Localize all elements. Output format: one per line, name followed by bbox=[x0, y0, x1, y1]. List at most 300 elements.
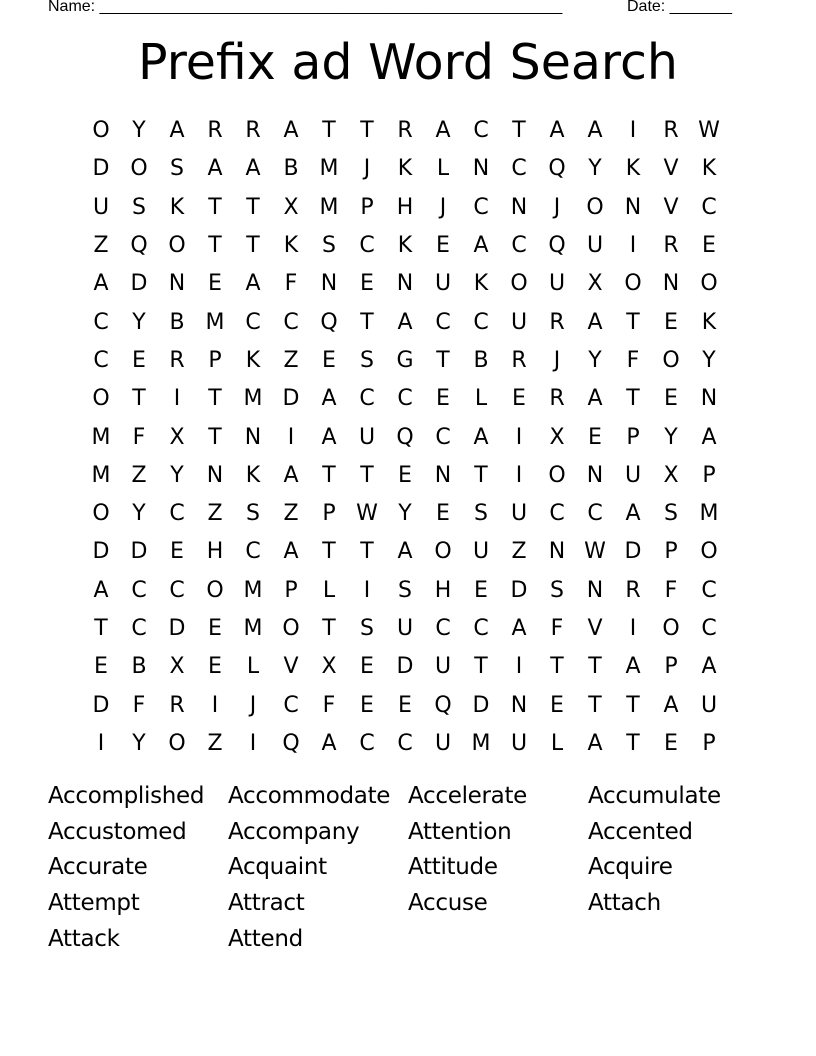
grid-letter: O bbox=[700, 271, 718, 297]
grid-letter: A bbox=[625, 654, 641, 680]
grid-letter: C bbox=[359, 730, 375, 756]
grid-letter: U bbox=[396, 616, 414, 641]
grid-letter: X bbox=[169, 654, 185, 680]
grid-letter: E bbox=[208, 271, 222, 297]
word-list-item: Attitude bbox=[408, 854, 498, 881]
grid-letter: U bbox=[510, 730, 528, 756]
grid-letter: S bbox=[360, 347, 374, 373]
grid-letter: R bbox=[511, 347, 527, 373]
grid-letter: K bbox=[397, 156, 413, 182]
grid-letter: T bbox=[626, 386, 640, 412]
grid-letter: E bbox=[208, 616, 222, 641]
grid-letter: Y bbox=[588, 347, 602, 373]
grid-letter: D bbox=[472, 692, 490, 718]
grid-letter: A bbox=[93, 577, 109, 603]
grid-letter: X bbox=[549, 424, 565, 450]
grid-letter: Q bbox=[548, 156, 566, 182]
grid-letter: X bbox=[663, 462, 679, 488]
word-list-item: Accuse bbox=[408, 890, 488, 917]
word-list-item: Accompany bbox=[228, 818, 360, 845]
grid-letter: A bbox=[283, 539, 299, 565]
grid-letter: C bbox=[359, 233, 375, 259]
grid-letter: O bbox=[282, 616, 300, 641]
grid-letter: M bbox=[319, 194, 339, 220]
word-list-item: Accurate bbox=[48, 854, 148, 881]
grid-row bbox=[82, 495, 728, 533]
grid-letter: S bbox=[550, 577, 564, 603]
grid-letter: C bbox=[131, 577, 147, 603]
grid-letter: A bbox=[511, 616, 527, 641]
grid-letter: E bbox=[436, 233, 450, 259]
grid-letter: E bbox=[436, 386, 450, 412]
grid-letter: W bbox=[698, 118, 720, 144]
grid-letter: C bbox=[169, 577, 185, 603]
grid-letter: F bbox=[626, 347, 640, 373]
grid-letter: M bbox=[91, 424, 111, 450]
grid-letter: R bbox=[549, 309, 565, 335]
grid-letter: F bbox=[284, 271, 298, 297]
grid-letter: U bbox=[700, 692, 718, 718]
grid-letter: O bbox=[548, 462, 566, 488]
grid-letter: T bbox=[626, 309, 640, 335]
grid-letter: I bbox=[363, 577, 371, 603]
grid-letter: F bbox=[550, 616, 564, 641]
grid-letter: E bbox=[398, 692, 412, 718]
grid-letter: U bbox=[624, 462, 642, 488]
grid-letter: I bbox=[249, 730, 257, 756]
grid-letter: A bbox=[283, 118, 299, 144]
grid-letter: R bbox=[169, 347, 185, 373]
grid-letter: A bbox=[397, 309, 413, 335]
grid-letter: P bbox=[702, 462, 716, 488]
grid-letter: A bbox=[587, 730, 603, 756]
word-list-item: Acquire bbox=[588, 854, 673, 881]
grid-letter: Y bbox=[170, 462, 184, 488]
grid-row bbox=[82, 725, 728, 763]
grid-letter: C bbox=[473, 194, 489, 220]
grid-letter: A bbox=[435, 118, 451, 144]
grid-letter: E bbox=[664, 730, 678, 756]
grid-letter: P bbox=[208, 347, 222, 373]
grid-letter: C bbox=[359, 386, 375, 412]
grid-letter: E bbox=[664, 386, 678, 412]
grid-row bbox=[82, 610, 728, 648]
grid-letter: P bbox=[322, 501, 336, 527]
grid-letter: U bbox=[434, 654, 452, 680]
grid-letter: I bbox=[97, 730, 105, 756]
word-list-item: Attack bbox=[48, 925, 120, 952]
grid-letter: N bbox=[586, 462, 604, 488]
grid-row bbox=[82, 533, 728, 571]
word-list-item: Attract bbox=[228, 890, 305, 917]
grid-letter: I bbox=[515, 424, 523, 450]
grid-letter: A bbox=[283, 462, 299, 488]
word-list-item: Attend bbox=[228, 925, 303, 952]
page-title: Prefix ad Word Search bbox=[138, 34, 678, 91]
grid-letter: L bbox=[436, 156, 450, 182]
grid-letter: N bbox=[510, 692, 528, 718]
grid-letter: R bbox=[663, 233, 679, 259]
grid-letter: C bbox=[283, 309, 299, 335]
grid-letter: R bbox=[625, 577, 641, 603]
grid-letter: T bbox=[360, 539, 374, 565]
grid-letter: N bbox=[206, 462, 224, 488]
grid-letter: L bbox=[246, 654, 260, 680]
grid-letter: X bbox=[283, 194, 299, 220]
grid-letter: F bbox=[322, 692, 336, 718]
grid-letter: Z bbox=[207, 730, 223, 756]
grid-letter: L bbox=[550, 730, 564, 756]
grid-letter: T bbox=[474, 462, 488, 488]
grid-letter: A bbox=[701, 424, 717, 450]
grid-letter: P bbox=[664, 539, 678, 565]
grid-letter: C bbox=[435, 309, 451, 335]
grid-letter: A bbox=[625, 501, 641, 527]
grid-row bbox=[82, 303, 728, 341]
grid-letter: D bbox=[396, 654, 414, 680]
grid-letter: S bbox=[322, 233, 336, 259]
grid-letter: Z bbox=[207, 501, 223, 527]
grid-letter: I bbox=[515, 654, 523, 680]
grid-letter: Y bbox=[132, 501, 146, 527]
grid-letter: Z bbox=[283, 501, 299, 527]
grid-letter: O bbox=[206, 577, 224, 603]
grid-letter: C bbox=[397, 386, 413, 412]
word-list-item: Accelerate bbox=[408, 783, 528, 809]
grid-letter: R bbox=[549, 386, 565, 412]
grid-letter: I bbox=[515, 462, 523, 488]
grid-letter: K bbox=[169, 194, 185, 220]
grid-letter: H bbox=[396, 194, 414, 220]
grid-letter: E bbox=[436, 501, 450, 527]
grid-letter: B bbox=[283, 156, 299, 182]
grid-letter: M bbox=[243, 386, 263, 412]
letter-grid bbox=[82, 112, 728, 763]
grid-letter: C bbox=[93, 347, 109, 373]
grid-letter: O bbox=[586, 194, 604, 220]
grid-letter: T bbox=[208, 233, 222, 259]
grid-letter: T bbox=[360, 462, 374, 488]
grid-letter: V bbox=[283, 654, 299, 680]
grid-letter: V bbox=[663, 194, 679, 220]
grid-letter: Q bbox=[282, 730, 300, 756]
grid-letter: M bbox=[243, 577, 263, 603]
grid-row bbox=[82, 648, 728, 686]
grid-letter: E bbox=[170, 539, 184, 565]
grid-letter: G bbox=[396, 347, 414, 373]
grid-letter: T bbox=[208, 194, 222, 220]
grid-letter: C bbox=[435, 616, 451, 641]
grid-letter: U bbox=[434, 271, 452, 297]
grid-letter: R bbox=[397, 118, 413, 144]
grid-letter: A bbox=[473, 233, 489, 259]
grid-letter: M bbox=[699, 501, 719, 527]
grid-letter: S bbox=[246, 501, 260, 527]
grid-letter: C bbox=[283, 692, 299, 718]
word-list-item: Accommodate bbox=[228, 783, 391, 809]
grid-letter: O bbox=[130, 156, 148, 182]
grid-letter: S bbox=[170, 156, 184, 182]
grid-letter: U bbox=[510, 309, 528, 335]
grid-letter: T bbox=[512, 118, 526, 144]
grid-letter: C bbox=[473, 118, 489, 144]
grid-letter: B bbox=[473, 347, 489, 373]
grid-letter: O bbox=[700, 539, 718, 565]
grid-letter: E bbox=[322, 347, 336, 373]
grid-letter: N bbox=[586, 577, 604, 603]
word-list-item: Acquaint bbox=[228, 854, 327, 881]
grid-letter: D bbox=[168, 616, 186, 641]
grid-letter: S bbox=[664, 501, 678, 527]
grid-letter: I bbox=[211, 692, 219, 718]
word-list bbox=[48, 779, 768, 957]
grid-letter: Y bbox=[588, 156, 602, 182]
grid-letter: T bbox=[208, 386, 222, 412]
grid-letter: O bbox=[92, 386, 110, 412]
grid-letter: T bbox=[550, 654, 564, 680]
grid-letter: O bbox=[168, 730, 186, 756]
grid-letter: B bbox=[131, 654, 147, 680]
grid-row bbox=[82, 457, 728, 495]
grid-row bbox=[82, 572, 728, 610]
word-list-item: Attempt bbox=[48, 890, 140, 917]
grid-letter: O bbox=[662, 616, 680, 641]
grid-letter: U bbox=[472, 539, 490, 565]
grid-letter: T bbox=[322, 118, 336, 144]
grid-letter: Y bbox=[132, 118, 146, 144]
grid-letter: E bbox=[360, 271, 374, 297]
header-row bbox=[48, 0, 768, 18]
grid-letter: I bbox=[287, 424, 295, 450]
grid-letter: A bbox=[587, 118, 603, 144]
grid-letter: A bbox=[321, 424, 337, 450]
grid-letter: U bbox=[586, 233, 604, 259]
grid-letter: V bbox=[663, 156, 679, 182]
grid-letter: I bbox=[629, 118, 637, 144]
grid-letter: C bbox=[131, 616, 147, 641]
grid-letter: E bbox=[664, 309, 678, 335]
grid-row bbox=[82, 342, 728, 380]
grid-letter: N bbox=[548, 539, 566, 565]
grid-letter: N bbox=[168, 271, 186, 297]
grid-row bbox=[82, 418, 728, 456]
grid-letter: C bbox=[511, 233, 527, 259]
grid-letter: Q bbox=[130, 233, 148, 259]
grid-letter: L bbox=[474, 386, 488, 412]
grid-letter: T bbox=[322, 616, 336, 641]
grid-letter: N bbox=[434, 462, 452, 488]
grid-row bbox=[82, 189, 728, 227]
grid-letter: O bbox=[434, 539, 452, 565]
grid-letter: E bbox=[702, 233, 716, 259]
grid-letter: C bbox=[701, 194, 717, 220]
grid-letter: O bbox=[662, 347, 680, 373]
grid-letter: T bbox=[588, 654, 602, 680]
grid-letter: C bbox=[245, 539, 261, 565]
grid-letter: S bbox=[360, 616, 374, 641]
grid-letter: E bbox=[474, 577, 488, 603]
grid-letter: A bbox=[245, 156, 261, 182]
grid-letter: C bbox=[245, 309, 261, 335]
grid-letter: R bbox=[207, 118, 223, 144]
grid-letter: I bbox=[629, 616, 637, 641]
grid-letter: E bbox=[360, 692, 374, 718]
grid-letter: C bbox=[511, 156, 527, 182]
date-field-label: Date: _______ bbox=[627, 0, 732, 15]
grid-letter: U bbox=[92, 194, 110, 220]
grid-letter: Q bbox=[396, 424, 414, 450]
grid-letter: B bbox=[169, 309, 185, 335]
grid-letter: P bbox=[626, 424, 640, 450]
grid-letter: S bbox=[132, 194, 146, 220]
grid-letter: T bbox=[246, 194, 260, 220]
grid-letter: T bbox=[322, 539, 336, 565]
grid-letter: Z bbox=[93, 233, 109, 259]
grid-letter: Z bbox=[131, 462, 147, 488]
grid-letter: Z bbox=[511, 539, 527, 565]
grid-letter: T bbox=[322, 462, 336, 488]
grid-letter: C bbox=[435, 424, 451, 450]
grid-letter: D bbox=[92, 156, 110, 182]
grid-letter: R bbox=[169, 692, 185, 718]
grid-letter: P bbox=[702, 730, 716, 756]
grid-letter: D bbox=[130, 539, 148, 565]
grid-row bbox=[82, 112, 728, 150]
grid-letter: E bbox=[94, 654, 108, 680]
grid-letter: V bbox=[587, 616, 603, 641]
grid-letter: D bbox=[92, 539, 110, 565]
grid-letter: O bbox=[92, 118, 110, 144]
grid-letter: A bbox=[549, 118, 565, 144]
grid-letter: A bbox=[701, 654, 717, 680]
grid-letter: X bbox=[169, 424, 185, 450]
grid-letter: N bbox=[662, 271, 680, 297]
grid-letter: T bbox=[626, 692, 640, 718]
grid-letter: T bbox=[246, 233, 260, 259]
grid-letter: H bbox=[434, 577, 452, 603]
word-list-item: Attach bbox=[588, 890, 661, 917]
grid-letter: C bbox=[397, 730, 413, 756]
grid-letter: A bbox=[473, 424, 489, 450]
grid-letter: A bbox=[663, 692, 679, 718]
grid-letter: D bbox=[510, 577, 528, 603]
grid-letter: C bbox=[169, 501, 185, 527]
grid-letter: P bbox=[664, 654, 678, 680]
grid-letter: K bbox=[701, 309, 717, 335]
grid-letter: Q bbox=[320, 309, 338, 335]
grid-letter: T bbox=[360, 309, 374, 335]
grid-letter: A bbox=[207, 156, 223, 182]
grid-letter: S bbox=[474, 501, 488, 527]
grid-letter: K bbox=[397, 233, 413, 259]
grid-letter: K bbox=[283, 233, 299, 259]
grid-letter: O bbox=[510, 271, 528, 297]
grid-letter: I bbox=[629, 233, 637, 259]
grid-letter: F bbox=[132, 692, 146, 718]
grid-row bbox=[82, 686, 728, 724]
grid-letter: J bbox=[249, 692, 257, 718]
grid-letter: N bbox=[244, 424, 262, 450]
grid-letter: A bbox=[397, 539, 413, 565]
grid-letter: D bbox=[282, 386, 300, 412]
grid-letter: N bbox=[320, 271, 338, 297]
grid-letter: F bbox=[132, 424, 146, 450]
grid-letter: H bbox=[206, 539, 224, 565]
word-list-item: Accustomed bbox=[48, 818, 187, 845]
grid-letter: O bbox=[168, 233, 186, 259]
grid-letter: C bbox=[93, 309, 109, 335]
grid-letter: Y bbox=[702, 347, 716, 373]
grid-letter: J bbox=[553, 347, 561, 373]
grid-letter: D bbox=[624, 539, 642, 565]
grid-letter: U bbox=[548, 271, 566, 297]
grid-letter: T bbox=[94, 616, 108, 641]
grid-letter: W bbox=[356, 501, 378, 527]
grid-letter: M bbox=[91, 462, 111, 488]
grid-letter: K bbox=[473, 271, 489, 297]
grid-letter: T bbox=[360, 118, 374, 144]
grid-letter: N bbox=[510, 194, 528, 220]
grid-letter: T bbox=[588, 692, 602, 718]
grid-letter: E bbox=[208, 654, 222, 680]
grid-letter: M bbox=[319, 156, 339, 182]
grid-letter: N bbox=[700, 386, 718, 412]
grid-letter: E bbox=[550, 692, 564, 718]
grid-letter: A bbox=[245, 271, 261, 297]
grid-letter: L bbox=[322, 577, 336, 603]
grid-letter: T bbox=[626, 730, 640, 756]
grid-row bbox=[82, 150, 728, 188]
grid-letter: T bbox=[474, 654, 488, 680]
name-field-label: Name: ____________________________________________________ bbox=[48, 0, 563, 15]
grid-letter: C bbox=[701, 577, 717, 603]
grid-letter: N bbox=[396, 271, 414, 297]
grid-letter: E bbox=[512, 386, 526, 412]
grid-letter: T bbox=[436, 347, 450, 373]
grid-letter: A bbox=[169, 118, 185, 144]
grid-letter: A bbox=[587, 309, 603, 335]
grid-letter: J bbox=[553, 194, 561, 220]
grid-letter: W bbox=[584, 539, 606, 565]
grid-letter: N bbox=[472, 156, 490, 182]
grid-letter: R bbox=[663, 118, 679, 144]
word-list-item: Attention bbox=[408, 818, 512, 845]
grid-letter: C bbox=[549, 501, 565, 527]
word-list-item: Accented bbox=[588, 818, 693, 845]
grid-letter: M bbox=[471, 730, 491, 756]
grid-letter: C bbox=[473, 309, 489, 335]
grid-letter: K bbox=[245, 347, 261, 373]
grid-letter: T bbox=[208, 424, 222, 450]
grid-letter: M bbox=[243, 616, 263, 641]
grid-letter: U bbox=[358, 424, 376, 450]
grid-letter: Z bbox=[283, 347, 299, 373]
grid-letter: J bbox=[439, 194, 447, 220]
grid-letter: U bbox=[434, 730, 452, 756]
grid-letter: I bbox=[173, 386, 181, 412]
grid-letter: D bbox=[130, 271, 148, 297]
grid-letter: K bbox=[625, 156, 641, 182]
grid-letter: Y bbox=[132, 309, 146, 335]
grid-letter: C bbox=[587, 501, 603, 527]
grid-letter: D bbox=[92, 692, 110, 718]
grid-letter: E bbox=[132, 347, 146, 373]
grid-letter: P bbox=[360, 194, 374, 220]
grid-letter: M bbox=[205, 309, 225, 335]
grid-letter: C bbox=[473, 616, 489, 641]
grid-row bbox=[82, 227, 728, 265]
grid-letter: F bbox=[664, 577, 678, 603]
